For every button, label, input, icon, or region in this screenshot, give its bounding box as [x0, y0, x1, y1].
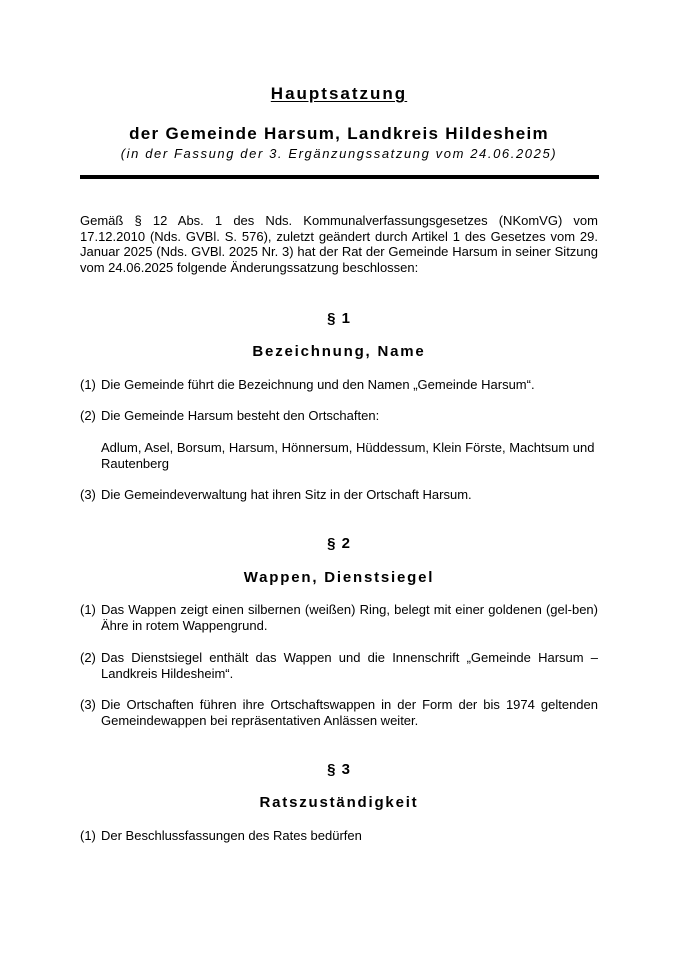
item-text: Die Gemeinde führt die Bezeichnung und den Namen „Gemeinde Harsum“. [101, 377, 535, 392]
item-text: Die Ortschaften führen ihre Ortschaftswappen in der Form der bis 1974 geltenden Gemeindewappen bei repräsentativen Anlässen weiter. [101, 697, 598, 728]
item-number: (1) [80, 377, 96, 392]
document-version: (in der Fassung der 3. Ergänzungssatzung vom 24.06.2025) [120, 146, 558, 161]
section-2-item-1 [80, 602, 598, 633]
item-number: (2) [80, 650, 96, 665]
section-2-title: Wappen, Dienstsiegel [243, 569, 435, 586]
section-1-item-3 [80, 487, 598, 503]
section-1-sign: § 1 [327, 310, 351, 327]
section-1-title: Bezeichnung, Name [252, 343, 426, 360]
preamble-text: Gemäß § 12 Abs. 1 des Nds. Kommunalverfassungsgesetzes (NKomVG) vom 17.12.2010 (Nds. GVBl. S. 576), zuletzt geändert durch Artikel 1 des Gesetzes vom 29. Januar 2025 (Nds. GVBl. 2025 Nr. 3) hat der Rat der Gemeinde Harsum in seiner Sitzung vom 24.06.2025 folgende Änderungssatzung beschlossen: [80, 213, 598, 275]
section-1-item-1 [80, 377, 598, 393]
item-text: Die Gemeindeverwaltung hat ihren Sitz in der Ortschaft Harsum. [101, 487, 472, 502]
item-text: Die Gemeinde Harsum besteht den Ortschaften: [101, 408, 380, 423]
section-3-item-1 [80, 828, 598, 844]
item-number: (3) [80, 487, 96, 502]
section-3-sign: § 3 [327, 761, 351, 778]
item-text: Das Wappen zeigt einen silbernen (weißen) Ring, belegt mit einer goldenen (gel-ben) Ähre in rotem Wappengrund. [101, 602, 598, 633]
item-number: (2) [80, 408, 96, 423]
section-2-item-2 [80, 650, 598, 681]
header-rule [80, 175, 599, 179]
item-number: (1) [80, 602, 96, 617]
item-text: Der Beschlussfassungen des Rates bedürfen [101, 828, 362, 843]
document-title: Hauptsatzung [270, 84, 408, 103]
section-1-item-2 [80, 408, 598, 424]
item-number: (1) [80, 828, 96, 843]
section-2-sign: § 2 [327, 535, 351, 552]
item-text: Das Dienstsiegel enthält das Wappen und die Innenschrift „Gemeinde Harsum – Landkreis Hildesheim“. [101, 650, 598, 681]
document-subtitle: der Gemeinde Harsum, Landkreis Hildesheim [129, 124, 549, 143]
ortschaften-list: Adlum, Asel, Borsum, Harsum, Hönnersum, Hüddessum, Klein Förste, Machtsum und Rautenberg [101, 440, 595, 471]
item-number: (3) [80, 697, 96, 712]
section-3-title: Ratszuständigkeit [259, 794, 419, 811]
section-2-item-3 [80, 697, 598, 728]
